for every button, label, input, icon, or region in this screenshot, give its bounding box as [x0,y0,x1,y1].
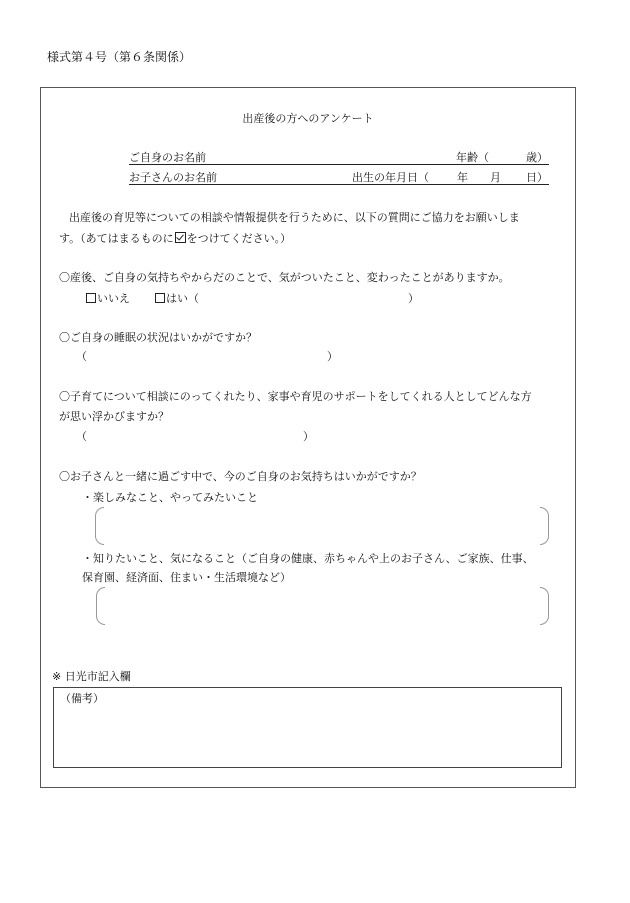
question-1-text: 産後、ご自身の気持ちやからだのことで、気がついたこと、変わったことがありますか。 [70,271,510,284]
intro-line-2b: をつけてください。） [186,232,292,245]
question-2 [59,331,257,345]
age-label: 年齢（ [456,151,489,164]
q1-no-option[interactable] [86,292,130,306]
question-2-text: ご自身の睡眠の状況はいかがですか？ [70,331,257,344]
question-marker-icon: 〇 [59,331,70,344]
q4-sub-1: ・楽しみなこと、やってみたいこと [82,491,258,504]
q4-sub-1-answer-box[interactable] [95,507,549,545]
checkbox-checked-icon [175,232,186,243]
q1-yes-label: はい（ [166,292,199,305]
parent-name-field[interactable] [129,164,549,165]
checkbox-icon[interactable] [155,293,165,303]
remarks-label: （備考） [60,692,104,705]
question-3 [59,390,532,404]
question-marker-icon: 〇 [59,271,70,284]
parent-name-label: ご自身のお名前 [129,151,206,164]
q4-sub-2-line-2: 保育園、経済面、住まい・生活環境など） [82,571,291,584]
q1-close-paren: ） [408,292,419,305]
question-4-text: お子さんと一緒に過ごす中で、今のご自身のお気持ちはいかがですか？ [70,470,422,483]
child-name-field[interactable] [129,184,549,185]
q4-sub-2-line-1: ・知りたいこと、気になること（ご自身の健康、赤ちゃんや上のお子さん、ご家族、仕事、 [82,552,534,565]
question-3-line-1: 子育てについて相談にのってくれたり、家事や育児のサポートをしてくれる人としてどんな方 [70,390,532,403]
q2-answer-field[interactable] [90,350,324,364]
q2-open-paren: （ [76,350,87,363]
right-bracket [540,507,549,545]
intro-line-2a: す。（あてはまるものに [59,232,174,245]
intro-line-1: 出産後の育児等についての相談や情報提供を行うために、以下の質問にご協力をお願いしま [69,211,520,224]
q3-answer-field[interactable] [90,430,300,444]
intro-line-2 [59,232,291,246]
question-marker-icon: 〇 [59,470,70,483]
q1-no-label: いいえ [97,292,130,305]
left-bracket [96,587,105,625]
birth-date-label: 出生の年月日（ [352,171,429,184]
office-use-box[interactable] [53,687,562,768]
left-bracket [95,507,104,545]
right-bracket [540,587,549,625]
birth-month-unit: 月 [490,171,501,184]
age-unit: 歳） [526,151,548,164]
checkbox-icon[interactable] [86,293,96,303]
page-title: 出産後の方へのアンケート [242,112,374,125]
question-3-line-2: が思い浮かびますか？ [59,410,169,423]
q1-yes-option[interactable] [155,292,199,306]
office-use-label: ※ 日光市記入欄 [52,670,131,683]
q4-sub-2-answer-box[interactable] [96,587,549,625]
q2-close-paren: ） [327,350,338,363]
question-1 [59,271,510,285]
birth-day-unit: 日） [526,171,548,184]
birth-year-unit: 年 [457,171,468,184]
q1-detail-field[interactable] [205,292,405,306]
question-marker-icon: 〇 [59,390,70,403]
q3-open-paren: （ [76,430,87,443]
q3-close-paren: ） [303,430,314,443]
child-name-label: お子さんのお名前 [129,171,217,184]
form-number: 様式第４号（第６条関係） [47,50,192,64]
question-4 [59,470,422,484]
